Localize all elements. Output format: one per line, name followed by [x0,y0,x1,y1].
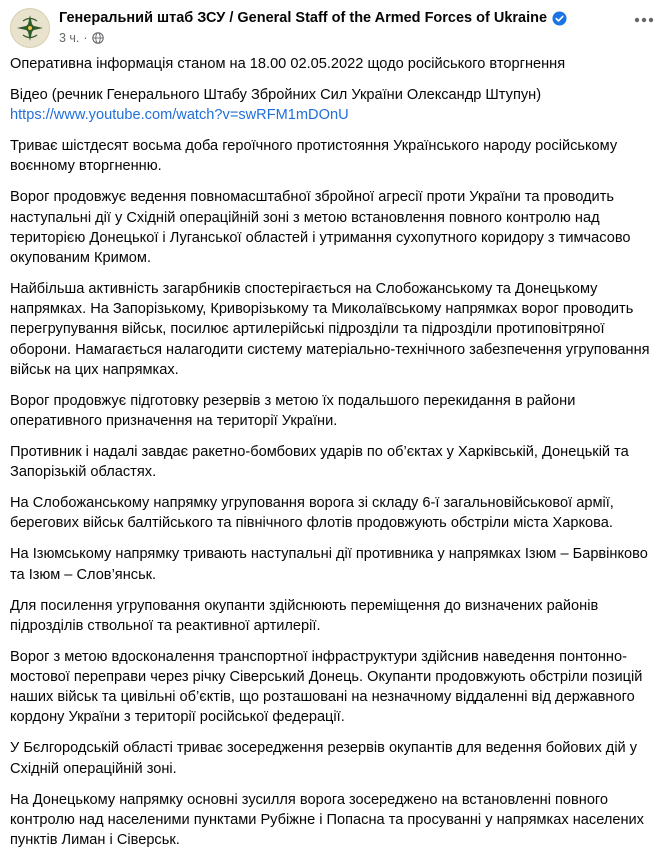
header-text [59,8,663,47]
post-paragraph: На Слобожанському напрямку угруповання ворога зі складу 6-ї загальновійськової армії, берегових військ балтійського та північного флотів продовжують обстріли міста Харкова. [10,495,614,532]
more-options-icon [634,17,654,23]
video-caption: Відео (речник Генерального Штабу Збройних Сил України Олександр Штупун) [10,87,542,103]
post-paragraph: Для посилення угруповання окупанти здійснюють переміщення до визначених районів підрозділів ствольної та реактивної артилерії. [10,597,599,634]
youtube-link[interactable]: https://www.youtube.com/watch?v=swRFM1mDOnU [10,107,349,124]
intro-line: Оперативна інформація станом на 18.00 02.05.2022 щодо російського вторгнення [10,56,566,72]
verified-badge-icon [552,11,567,26]
post-paragraph: У Бєлгородській області триває зосередження резервів окупантів для ведення бойових дій у Східній операційній зоні. [10,740,638,777]
post-paragraph: Противник і надалі завдає ракетно-бомбових ударів по об’єктах у Харківській, Донецькій та Запорізькій областях. [10,444,629,481]
post-paragraph: Ворог продовжує ведення повномасштабної збройної агресії проти України та проводить наступальні дії у Східній операційній зоні з метою встановлення повного контролю над територією Донецької і Луганської областей і утримання сухопутного коридору з тимчасово окупованим Кримом. [10,189,631,267]
post-meta [59,29,663,47]
post-paragraph: Триває шістдесят восьма доба героїчного протистояння Українського народу російському воєнному вторгненню. [10,138,618,175]
page-name-link[interactable]: Генеральний штаб ЗСУ / General Staff of the Armed Forces of Ukraine [59,10,548,26]
video-link-paragraph [10,105,663,125]
meta-separator: · [83,31,88,45]
post-paragraph: Ворог продовжує підготовку резервів з метою їх подальшого перекидання в райони оперативного призначення на території України. [10,392,576,430]
post-paragraph: Ворог з метою вдосконалення транспортної інфраструктури здійснив наведення понтонно-мостової переправи через річку Сіверський Донець. Окупанти продовжують обстріли позицій наших військ та цивільні об’єктів, що розташовані на незначному віддаленні від державного кордону України з території російської федерації. [10,648,643,726]
post-paragraph: На Донецькому напрямку основні зусилля ворога зосереджено на встановленні повного контролю над населеними пунктами Рубіжне і Попасна та просуванні у напрямках населених пунктів Лиман і Сіверськ. [10,791,644,849]
more-options-button[interactable] [627,6,661,34]
post-paragraph: На Ізюмському напрямку тривають наступальні дії противника у напрямках Ізюм – Барвінково та Ізюм – Слов’янськ. [10,546,648,583]
general-staff-emblem-icon [15,13,45,43]
post-paragraph: Найбільша активність загарбників спостерігається на Слобожанському та Донецькому напрямках. На Запорізькому, Криворізькому та Миколаївському напрямках ворог проводить перегрупування військ, посилює артилерійські підрозділи та підрозділи протиповітряної оборони. Намагається налагодити систему матеріально-технічного забезпечення угруповання військ на цих напрямках. [10,281,650,378]
post-header [10,0,663,54]
author-row [59,8,663,28]
post-body [10,54,663,850]
globe-icon[interactable] [92,32,104,44]
page-avatar[interactable] [10,8,50,48]
post-timestamp[interactable]: 3 ч. [59,31,80,45]
